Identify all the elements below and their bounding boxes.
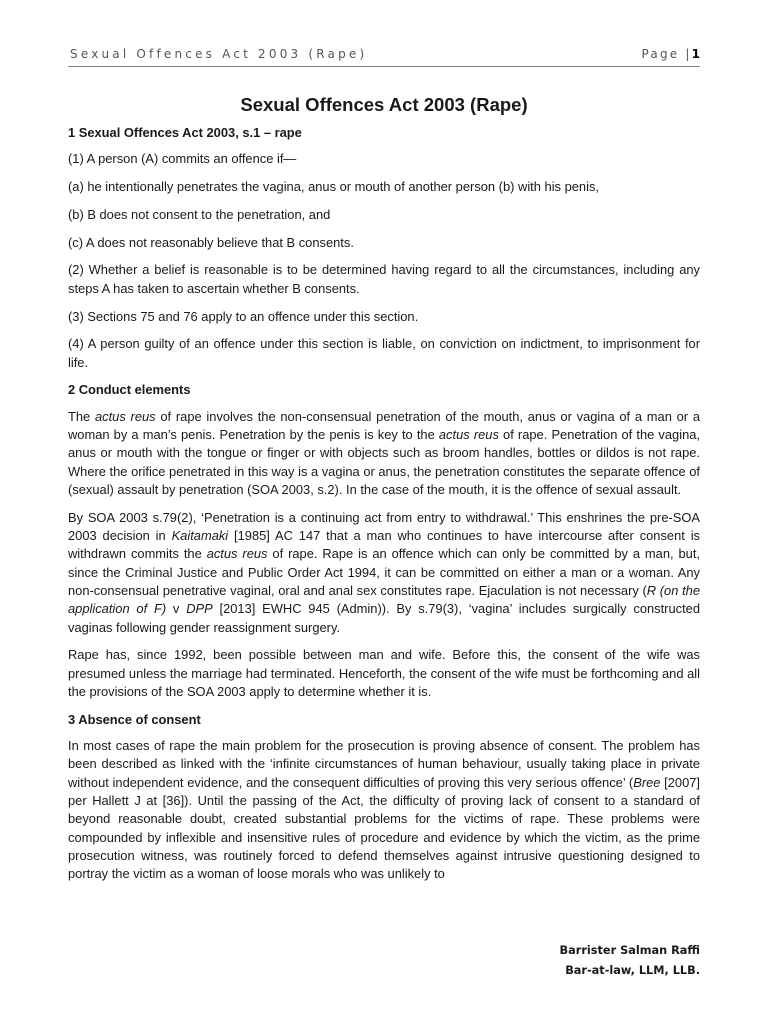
statute-clause-b: (b) B does not consent to the penetration, and	[68, 206, 331, 222]
section-heading-consent: 3 Absence of consent	[68, 711, 201, 727]
conduct-paragraph-2: By SOA 2003 s.79(2), ‘Penetration is a continuing act from entry to withdrawal.’ This enshrines the pre-SOA 2003 decision in Kaitamaki [1985] AC 147 that a man who continues to have intercourse after consent is withdrawn commits the actus reus of rape. Rape is an offence which can only be committed by a man, but, since the Criminal Justice and Public Order Act 1994, it can be committed on either a man or a woman. Any non-consensual penetrative vaginal, oral and anal sex constitutes rape. Ejaculation is not necessary (R (on the application of F) v DPP [2013] EWHC 945 (Admin)). By s.79(3), ‘vagina’ includes surgically constructed vaginas following gender reassignment surgery.	[68, 509, 701, 635]
document-body	[68, 92, 700, 893]
statute-clause-3: (3) Sections 75 and 76 apply to an offence under this section.	[68, 308, 419, 324]
header-title: Sexual Offences Act 2003 (Rape)	[70, 47, 368, 61]
page-label: Page |	[641, 47, 692, 61]
statute-clause-4: (4) A person guilty of an offence under this section is liable, on conviction on indictment, to imprisonment for life.	[68, 336, 700, 370]
section-heading-statute: 1 Sexual Offences Act 2003, s.1 – rape	[68, 125, 302, 140]
conduct-paragraph-3: Rape has, since 1992, been possible between man and wife. Before this, the consent of the wife was presumed unless the marriage had terminated. Henceforth, the consent of the wife must be forthcoming and all the provisions of the SOA 2003 apply to determine whether it is.	[68, 647, 700, 699]
page-footer	[560, 941, 700, 981]
page-header	[68, 44, 700, 67]
statute-clause-a: (a) he intentionally penetrates the vagina, anus or mouth of another person (b) with his penis,	[68, 179, 599, 195]
author-credentials: Bar-at-law, LLM, LLB.	[565, 964, 700, 977]
statute-clause-2: (2) Whether a belief is reasonable is to be determined having regard to all the circumstances, including any steps A has taken to ascertain whether B consents.	[68, 262, 700, 296]
statute-clause-c: (c) A does not reasonably believe that B consents.	[68, 234, 354, 250]
author-name: Barrister Salman Raffi	[559, 944, 700, 957]
page-number: 1	[691, 47, 700, 61]
conduct-paragraph-1: The actus reus of rape involves the non-consensual penetration of the mouth, anus or vagina of a man or a woman by a man’s penis. Penetration by the penis is key to the actus reus of rape. Penetration of the vagina, anus or mouth with the tongue or finger or with objects such as broom handles, bottles or dildos is not rape. Where the orifice penetrated in this way is a vagina or anus, the penetration constitutes the separate offence of (sexual) assault by penetration (SOA 2003, s.2). In the case of the mouth, it is the offence of sexual assault.	[68, 408, 700, 497]
section-heading-conduct: 2 Conduct elements	[68, 382, 191, 398]
document-title: Sexual Offences Act 2003 (Rape)	[240, 94, 528, 115]
consent-paragraph-1: In most cases of rape the main problem for the prosecution is proving absence of consent. The problem has been described as linked with the ‘infinite circumstances of human behaviour, usually taking place in private without independent evidence, and the consequent difficulties of proving this very serious offence’ (Bree [2007] per Hallett J at [36]). Until the passing of the Act, the difficulty of proving lack of consent to a standard of beyond reasonable doubt, created substantial problems for the victims of rape. These problems were compounded by inflexible and insensitive rules of procedure and evidence by which the victim, as the prime prosecution witness, was routinely forced to defend themselves against intrusive questioning designed to portray the victim as a woman of loose morals who was unlikely to	[68, 738, 701, 882]
page-indicator	[642, 47, 700, 61]
statute-clause-1: (1) A person (A) commits an offence if—	[68, 151, 297, 167]
